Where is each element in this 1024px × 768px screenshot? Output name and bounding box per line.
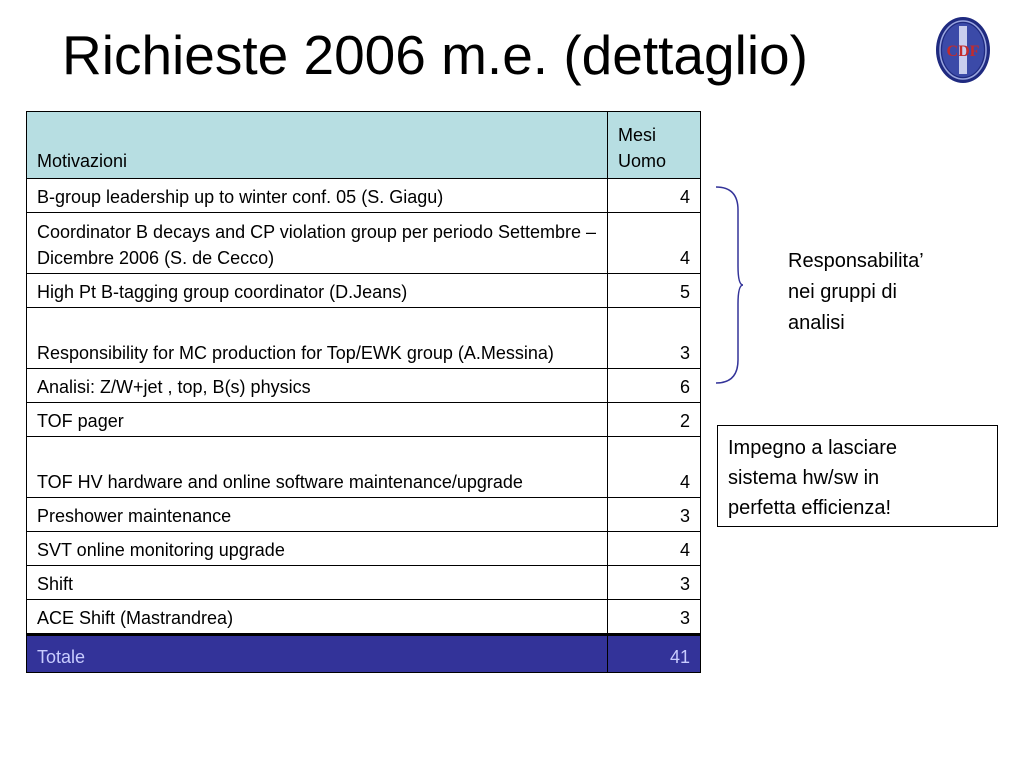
- responsabilita-line: analisi: [788, 312, 845, 334]
- row-label: B-group leadership up to winter conf. 05 (S. Giagu): [27, 179, 608, 213]
- responsabilita-note: [788, 246, 924, 339]
- table-row: [27, 369, 701, 403]
- table-row: [27, 600, 701, 635]
- row-value: 3: [608, 498, 701, 532]
- row-value: 3: [608, 600, 701, 635]
- row-value: 3: [608, 566, 701, 600]
- table-row: [27, 566, 701, 600]
- total-value: 41: [608, 635, 701, 673]
- responsabilita-line: Responsabilita’: [788, 250, 924, 272]
- table-row: [27, 274, 701, 308]
- logo-text: CDF: [946, 43, 980, 60]
- impegno-line: perfetta efficienza!: [728, 497, 892, 519]
- cdf-logo: [935, 14, 991, 86]
- row-label: Responsibility for MC production for Top/EWK group (A.Messina): [27, 308, 608, 369]
- row-value: 6: [608, 369, 701, 403]
- row-value: 5: [608, 274, 701, 308]
- row-value: 4: [608, 532, 701, 566]
- header-mesi-line1: Mesi: [618, 125, 657, 145]
- slide-title: Richieste 2006 m.e. (dettaglio): [62, 24, 808, 86]
- table-row: [27, 498, 701, 532]
- responsabilita-line: nei gruppi di: [788, 281, 897, 303]
- row-value: 2: [608, 403, 701, 437]
- header-motivazioni: Motivazioni: [27, 112, 608, 179]
- table-header-row: [27, 112, 701, 179]
- row-label: Preshower maintenance: [27, 498, 608, 532]
- row-value: 4: [608, 437, 701, 498]
- table-row: [27, 213, 701, 274]
- right-brace: [714, 186, 744, 384]
- row-label: Coordinator B decays and CP violation group per periodo Settembre – Dicembre 2006 (S. de Cecco): [27, 213, 608, 274]
- table-row: [27, 179, 701, 213]
- table-row: [27, 403, 701, 437]
- row-label: Shift: [27, 566, 608, 600]
- row-label: TOF pager: [27, 403, 608, 437]
- row-label: ACE Shift (Mastrandrea): [27, 600, 608, 635]
- row-label: TOF HV hardware and online software maintenance/upgrade: [27, 437, 608, 498]
- row-label: SVT online monitoring upgrade: [27, 532, 608, 566]
- row-label: Analisi: Z/W+jet , top, B(s) physics: [27, 369, 608, 403]
- row-value: 3: [608, 308, 701, 369]
- row-value: 4: [608, 213, 701, 274]
- table-row: [27, 308, 701, 369]
- impegno-line: Impegno a lasciare: [728, 437, 897, 459]
- row-label: High Pt B-tagging group coordinator (D.Jeans): [27, 274, 608, 308]
- requests-table: [26, 111, 701, 673]
- table-row: [27, 532, 701, 566]
- total-label: Totale: [27, 635, 608, 673]
- header-mesi-line2: Uomo: [618, 151, 667, 171]
- impegno-note-box: [717, 425, 998, 527]
- table-row: [27, 437, 701, 498]
- impegno-line: sistema hw/sw in: [728, 467, 880, 489]
- row-value: 4: [608, 179, 701, 213]
- header-mesi-uomo: [608, 112, 701, 179]
- total-row: [27, 635, 701, 673]
